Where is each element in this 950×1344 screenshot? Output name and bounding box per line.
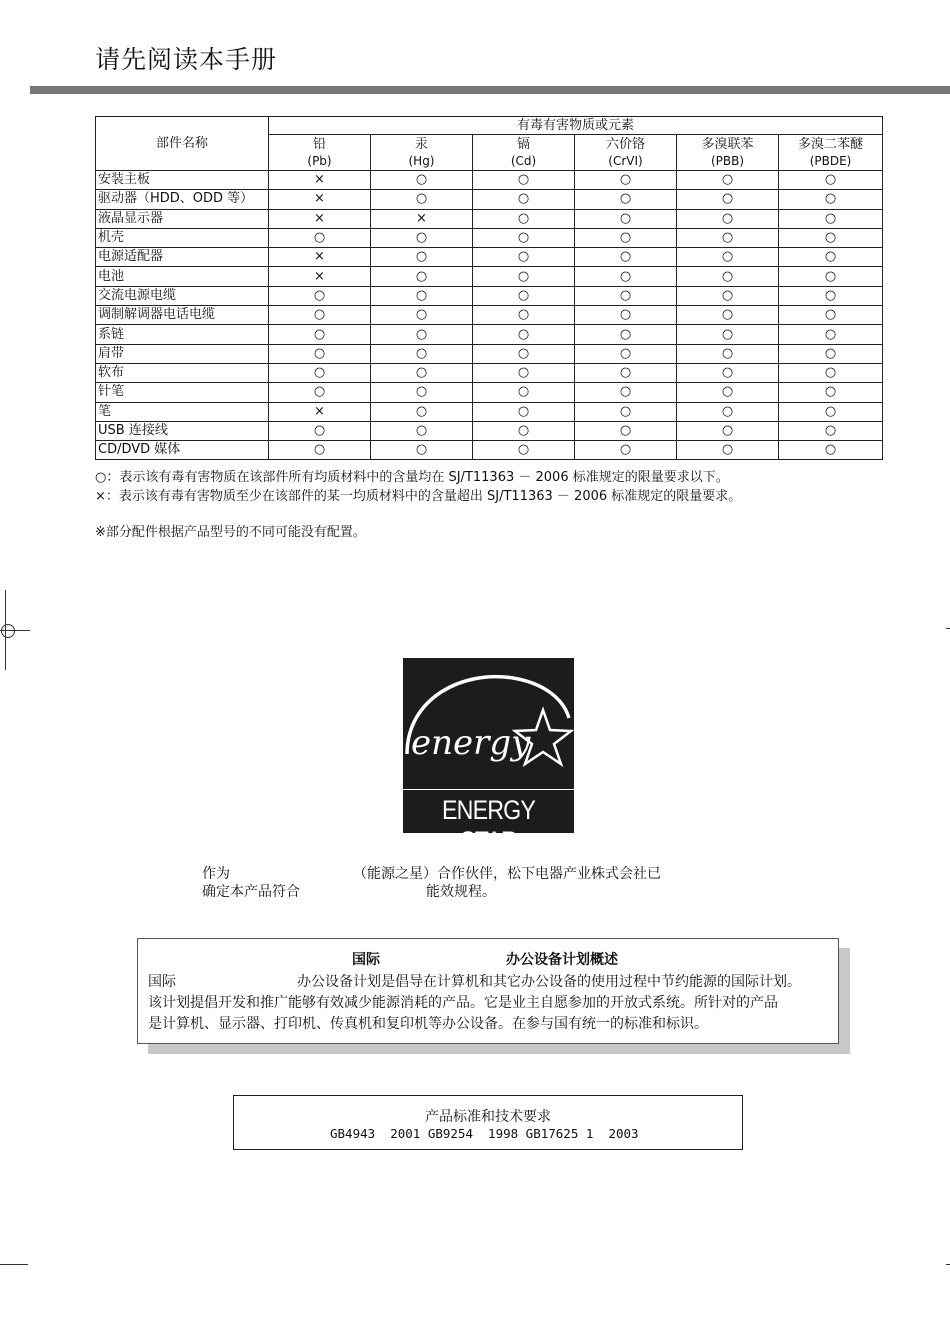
- table-row: [96, 402, 883, 421]
- substance-mark-cell: ○: [371, 344, 473, 363]
- substance-mark-cell: ○: [677, 228, 779, 247]
- substance-mark-cell: ○: [371, 171, 473, 190]
- substance-mark-cell: ○: [371, 286, 473, 305]
- page-title: 请先阅读本手册: [95, 45, 278, 74]
- table-row: [96, 286, 883, 305]
- substance-mark-cell: ○: [677, 248, 779, 267]
- substance-mark-cell: ○: [269, 363, 371, 382]
- substance-mark-cell: ○: [473, 209, 575, 228]
- program-title: 办公设备计划概述: [506, 952, 618, 968]
- element-header: [677, 135, 779, 171]
- partner-text: 确定本产品符合: [202, 884, 300, 900]
- partner-text: 能效规程。: [426, 884, 496, 900]
- standards-title: 产品标准和技术要求: [425, 1109, 551, 1125]
- program-text: 国际: [148, 974, 176, 990]
- element-symbol: (PBDE): [809, 153, 852, 168]
- substance-mark-cell: ○: [779, 363, 883, 382]
- substance-mark-cell: ○: [371, 402, 473, 421]
- standards-box: [233, 1095, 743, 1150]
- element-name: 镉: [516, 136, 530, 152]
- note-config: ※部分配件根据产品型号的不同可能没有配置。: [95, 525, 366, 540]
- table-row: [96, 171, 883, 190]
- part-name-cell: 电源适配器: [96, 248, 269, 267]
- substance-mark-cell: ×: [371, 209, 473, 228]
- energy-script-text: energy: [411, 723, 531, 763]
- substance-mark-cell: ○: [269, 325, 371, 344]
- substance-mark-cell: ○: [371, 383, 473, 402]
- table-row: [96, 267, 883, 286]
- substance-mark-cell: ○: [473, 228, 575, 247]
- substance-mark-cell: ○: [677, 363, 779, 382]
- substance-mark-cell: ○: [371, 190, 473, 209]
- substance-mark-cell: ×: [269, 267, 371, 286]
- substance-mark-cell: ○: [677, 344, 779, 363]
- substance-mark-cell: ○: [371, 441, 473, 460]
- substance-mark-cell: ×: [269, 248, 371, 267]
- part-name-header: 部件名称: [96, 117, 269, 171]
- part-name-cell: 液晶显示器: [96, 209, 269, 228]
- registration-mark-circle: [1, 624, 15, 638]
- substance-mark-cell: ○: [371, 228, 473, 247]
- part-name-cell: 电池: [96, 267, 269, 286]
- substance-mark-cell: ○: [371, 306, 473, 325]
- substance-mark-cell: ○: [371, 248, 473, 267]
- partner-text: 作为: [202, 866, 230, 882]
- substance-mark-cell: ○: [473, 325, 575, 344]
- substance-mark-cell: ○: [575, 286, 677, 305]
- substance-mark-cell: ○: [677, 286, 779, 305]
- substance-mark-cell: ○: [779, 306, 883, 325]
- table-row: [96, 344, 883, 363]
- substance-mark-cell: ○: [575, 363, 677, 382]
- part-name-cell: 交流电源电缆: [96, 286, 269, 305]
- substance-mark-cell: ○: [779, 171, 883, 190]
- element-symbol: (PBB): [710, 153, 745, 168]
- table-row: [96, 441, 883, 460]
- element-symbol: (CrVI): [608, 153, 643, 168]
- substance-mark-cell: ○: [575, 209, 677, 228]
- substance-mark-cell: ○: [473, 344, 575, 363]
- element-name: 多溴联苯: [701, 136, 754, 152]
- substance-mark-cell: ○: [371, 267, 473, 286]
- element-name: 铅: [312, 136, 326, 152]
- substance-mark-cell: ○: [473, 286, 575, 305]
- table-row: [96, 228, 883, 247]
- crop-mark: [946, 628, 950, 629]
- substance-mark-cell: ○: [779, 441, 883, 460]
- substance-mark-cell: ○: [473, 383, 575, 402]
- part-name-cell: USB 连接线: [96, 421, 269, 440]
- substance-mark-cell: ○: [575, 248, 677, 267]
- substance-mark-cell: ○: [371, 363, 473, 382]
- substance-mark-cell: ○: [473, 441, 575, 460]
- substances-group-header: 有毒有害物质或元素: [269, 117, 883, 135]
- part-name-cell: 针笔: [96, 383, 269, 402]
- table-row: [96, 421, 883, 440]
- element-header: [371, 135, 473, 171]
- substance-mark-cell: ○: [575, 267, 677, 286]
- substance-mark-cell: ○: [779, 209, 883, 228]
- substance-mark-cell: ○: [473, 190, 575, 209]
- note-circle-meaning: ○：表示该有毒有害物质在该部件所有均质材料中的含量均在 SJ/T11363 － 2006 标准规定的限量要求以下。: [95, 470, 729, 485]
- substance-mark-cell: ○: [575, 306, 677, 325]
- standards-codes: GB4943 2001 GB9254 1998 GB17625 1 2003: [330, 1126, 639, 1141]
- table-row: [96, 363, 883, 382]
- note-cross-meaning: ×：表示该有毒有害物质至少在该部件的某一均质材料中的含量超出 SJ/T11363 － 2006 标准规定的限量要求。: [95, 489, 742, 504]
- table-row: [96, 248, 883, 267]
- title-divider-bar: [30, 86, 950, 94]
- substance-mark-cell: ○: [269, 286, 371, 305]
- part-name-cell: 笔: [96, 402, 269, 421]
- substance-mark-cell: ○: [677, 190, 779, 209]
- program-text: 办公设备计划是倡导在计算机和其它办公设备的使用过程中节约能源的国际计划。: [297, 974, 801, 990]
- table-row: [96, 306, 883, 325]
- substance-mark-cell: ○: [677, 383, 779, 402]
- substance-mark-cell: ○: [269, 441, 371, 460]
- partner-text: （能源之星）合作伙伴，松下电器产业株式会社已: [353, 866, 661, 882]
- substance-mark-cell: ○: [269, 306, 371, 325]
- substance-mark-cell: ○: [473, 306, 575, 325]
- energy-star-label: ENERGY STAR: [442, 795, 535, 856]
- part-name-cell: 调制解调器电话电缆: [96, 306, 269, 325]
- substance-mark-cell: ○: [473, 267, 575, 286]
- program-text: 是计算机、显示器、打印机、传真机和复印机等办公设备。在参与国有统一的标准和标识。: [148, 1016, 708, 1032]
- substance-mark-cell: ○: [779, 228, 883, 247]
- substance-mark-cell: ○: [779, 402, 883, 421]
- element-name: 多溴二苯醚: [798, 136, 864, 152]
- substance-mark-cell: ○: [575, 383, 677, 402]
- substance-mark-cell: ○: [677, 209, 779, 228]
- substance-mark-cell: ○: [677, 421, 779, 440]
- substance-mark-cell: ○: [779, 286, 883, 305]
- substance-mark-cell: ○: [575, 190, 677, 209]
- substance-mark-cell: ×: [269, 402, 371, 421]
- part-name-cell: 系链: [96, 325, 269, 344]
- table-row: [96, 209, 883, 228]
- substance-mark-cell: ○: [575, 228, 677, 247]
- substance-mark-cell: ○: [269, 228, 371, 247]
- substance-mark-cell: ×: [269, 209, 371, 228]
- substance-mark-cell: ○: [473, 421, 575, 440]
- part-name-cell: 驱动器（HDD、ODD 等）: [96, 190, 269, 209]
- substance-mark-cell: ○: [575, 441, 677, 460]
- element-name: 汞: [414, 136, 428, 152]
- substance-mark-cell: ○: [473, 402, 575, 421]
- program-title: 国际: [352, 952, 380, 968]
- substance-mark-cell: ○: [269, 421, 371, 440]
- table-row: [96, 190, 883, 209]
- element-header: [269, 135, 371, 171]
- substance-mark-cell: ×: [269, 171, 371, 190]
- element-header: [779, 135, 883, 171]
- substance-mark-cell: ○: [677, 306, 779, 325]
- substance-mark-cell: ○: [575, 421, 677, 440]
- substance-mark-cell: ○: [779, 421, 883, 440]
- substance-mark-cell: ○: [677, 171, 779, 190]
- substance-mark-cell: ○: [473, 363, 575, 382]
- table-row: [96, 325, 883, 344]
- element-symbol: (Hg): [408, 153, 435, 168]
- table-row: [96, 383, 883, 402]
- substance-mark-cell: ×: [269, 190, 371, 209]
- substance-mark-cell: ○: [779, 325, 883, 344]
- substance-mark-cell: ○: [677, 325, 779, 344]
- substance-mark-cell: ○: [473, 248, 575, 267]
- part-name-cell: 机壳: [96, 228, 269, 247]
- substance-mark-cell: ○: [371, 325, 473, 344]
- program-text: 该计划提倡开发和推广能够有效减少能源消耗的产品。它是业主自愿参加的开放式系统。所针对的产品: [148, 995, 778, 1011]
- energy-star-emblem-icon: [403, 658, 574, 790]
- element-header: [473, 135, 575, 171]
- substance-mark-cell: ○: [779, 344, 883, 363]
- substance-mark-cell: ○: [371, 421, 473, 440]
- substance-mark-cell: ○: [779, 267, 883, 286]
- substance-mark-cell: ○: [779, 383, 883, 402]
- crop-mark: [0, 1264, 28, 1265]
- element-symbol: (Cd): [510, 153, 537, 168]
- substance-mark-cell: ○: [575, 171, 677, 190]
- substance-mark-cell: ○: [473, 171, 575, 190]
- element-symbol: (Pb): [307, 153, 332, 168]
- program-overview-box: [137, 938, 839, 1044]
- hazardous-substances-table: [95, 116, 883, 460]
- substance-mark-cell: ○: [779, 190, 883, 209]
- part-name-cell: 安装主板: [96, 171, 269, 190]
- substance-mark-cell: ○: [677, 267, 779, 286]
- element-header: [575, 135, 677, 171]
- substance-mark-cell: ○: [779, 248, 883, 267]
- substance-mark-cell: ○: [269, 344, 371, 363]
- substance-mark-cell: ○: [575, 344, 677, 363]
- substance-mark-cell: ○: [269, 383, 371, 402]
- substance-mark-cell: ○: [575, 402, 677, 421]
- part-name-cell: 肩带: [96, 344, 269, 363]
- substance-mark-cell: ○: [677, 402, 779, 421]
- crop-mark: [946, 1264, 950, 1265]
- substance-mark-cell: ○: [575, 325, 677, 344]
- part-name-cell: CD/DVD 媒体: [96, 441, 269, 460]
- part-name-cell: 软布: [96, 363, 269, 382]
- element-name: 六价铬: [605, 136, 645, 152]
- energy-star-logo: [403, 658, 574, 856]
- substance-mark-cell: ○: [677, 441, 779, 460]
